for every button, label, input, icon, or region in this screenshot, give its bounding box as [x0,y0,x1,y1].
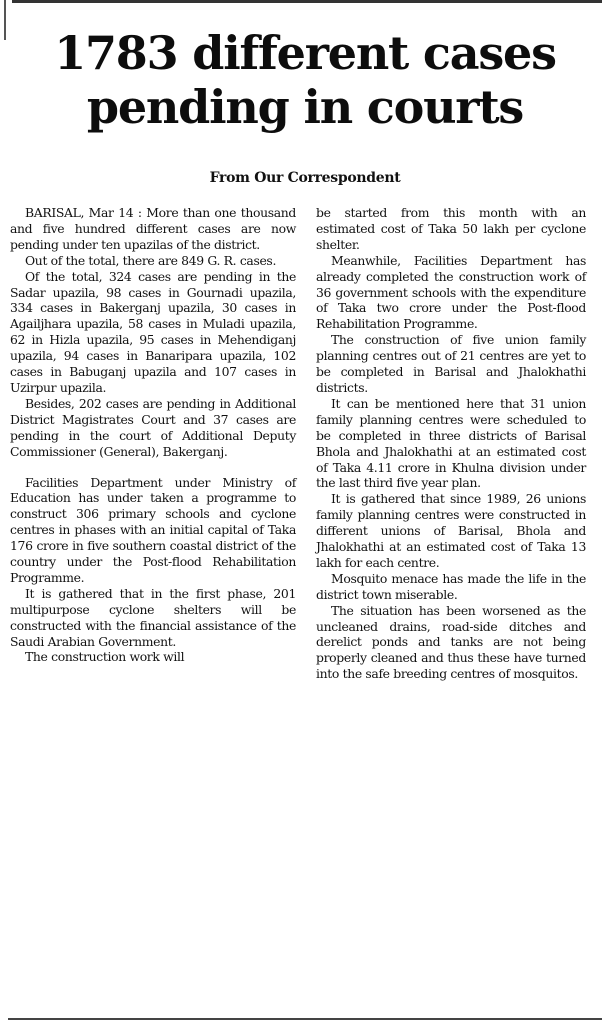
headline-line-2: pending in courts [86,80,524,134]
article-column-left [10,205,296,665]
article-paragraph: The construction work will [25,649,185,665]
article-paragraph: The construction of five union family planning centres out of 21 centres are yet to be completed in Barisal and Jhalokhathi districts. [316,332,586,395]
byline: From Our Correspondent [209,170,401,186]
article-paragraph: be started from this month with an estimated cost of Taka 50 lakh per cyclone shelter. [316,205,586,252]
article-paragraph: Meanwhile, Facilities Department has already completed the construction work of 36 government schools with the expenditure of Taka two crore under the Post-flood Rehabilitation Programme. [316,252,586,332]
article-paragraph: It is gathered that in the first phase, 201 multipurpose cyclone shelters will be constructed with the financial assistance of the Saudi Arabian Government. [10,585,296,649]
bottom-rule [8,1018,602,1020]
article-paragraph: The situation has been worsened as the uncleaned drains, road-side ditches and derelict ponds and tanks are not being properly cleaned and thus these have turned into the safe breeding centres of mosquitos. [316,602,586,682]
article-paragraph: Besides, 202 cases are pending in Additional District Magistrates Court and 37 cases are pending in the court of Additional Deputy Commissioner (General), Bakerganj. [10,395,296,459]
top-rule [12,0,602,3]
headline-line-1: 1783 different cases [54,26,556,80]
article-paragraph: BARISAL, Mar 14 : More than one thousand and five hundred different cases are now pending under ten upazilas of the district. [10,205,296,252]
article-paragraph: Out of the total, there are 849 G. R. cases. [25,252,277,268]
article-paragraph: It is gathered that since 1989, 26 unions family planning centres were constructed in different unions of Barisal, Bhola and Jhalokhathi at an estimated cost of Taka 13 lakh for each centre. [316,491,586,570]
article-column-right [316,205,586,682]
article-paragraph: Facilities Department under Ministry of Education has under taken a programme to construct 306 primary schools and cyclone centres in phases with an initial capital of Taka 176 crore in five southern coastal district of the country under the Post-flood Rehabilitation Programme. [10,474,296,585]
article-paragraph: Mosquito menace has made the life in the district town miserable. [316,570,586,602]
article-paragraph: Of the total, 324 cases are pending in the Sadar upazila, 98 cases in Gournadi upazila, 334 cases in Bakerganj upazila, 30 cases in Agailjhara upazila, 58 cases in Muladi upazila, 62 in Hizla upazila, 95 cases in Mehendiganj upazila, 94 cases in Banaripara upazila, 102 cases in Babuganj upazila and 107 cases in Uzirpur upazila. [10,268,296,395]
headline [8,26,602,134]
article-paragraph: It can be mentioned here that 31 union family planning centres were scheduled to be completed in three districts of Barisal Bhola and Jhalokhathi at an estimated cost of Taka 4.11 crore in Khulna division under the last third five year plan. [316,395,586,491]
left-column-rule [4,0,6,40]
